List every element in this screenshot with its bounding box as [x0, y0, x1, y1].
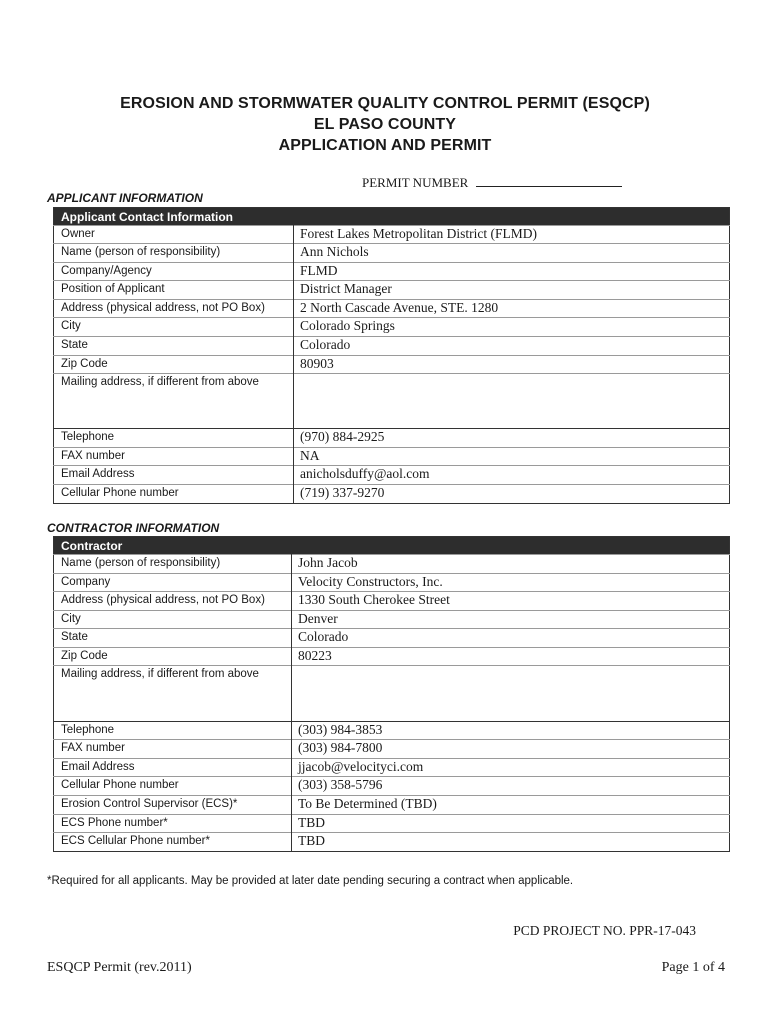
contractor-zip-label: Zip Code: [54, 648, 292, 666]
applicant-fax-label: FAX number: [54, 448, 294, 466]
permit-number-blank[interactable]: [476, 174, 622, 187]
applicant-table-header: Applicant Contact Information: [54, 208, 730, 226]
contractor-state-label: State: [54, 629, 292, 648]
contractor-mailing-label: Mailing address, if different from above: [54, 666, 292, 722]
ecs-cell-value[interactable]: TBD: [292, 833, 730, 852]
ecs-cell-label: ECS Cellular Phone number*: [54, 833, 292, 852]
contractor-company-label: Company: [54, 574, 292, 592]
position-value[interactable]: District Manager: [294, 281, 730, 300]
contractor-address-label: Address (physical address, not PO Box): [54, 592, 292, 611]
applicant-email-label: Email Address: [54, 466, 294, 485]
contractor-address-value[interactable]: 1330 South Cherokee Street: [292, 592, 730, 611]
applicant-mailing-value[interactable]: [294, 374, 730, 429]
applicant-contact-table: [53, 207, 730, 504]
owner-value[interactable]: Forest Lakes Metropolitan District (FLMD): [294, 226, 730, 244]
ecs-label: Erosion Control Supervisor (ECS)*: [54, 796, 292, 815]
applicant-email-value[interactable]: anicholsduffy@aol.com: [294, 466, 730, 485]
applicant-fax-value[interactable]: NA: [294, 448, 730, 466]
applicant-telephone-label: Telephone: [54, 429, 294, 448]
contractor-email-label: Email Address: [54, 759, 292, 777]
document-subtitle-application: APPLICATION AND PERMIT: [278, 137, 492, 154]
position-label: Position of Applicant: [54, 281, 294, 300]
contractor-mailing-value[interactable]: [292, 666, 730, 722]
contractor-cell-label: Cellular Phone number: [54, 777, 292, 796]
contractor-fax-label: FAX number: [54, 740, 292, 759]
company-agency-label: Company/Agency: [54, 263, 294, 281]
applicant-zip-label: Zip Code: [54, 356, 294, 374]
applicant-city-value[interactable]: Colorado Springs: [294, 318, 730, 337]
contractor-email-value[interactable]: jjacob@velocityci.com: [292, 759, 730, 777]
pcd-project-number: PCD PROJECT NO. PPR-17-043: [513, 923, 696, 938]
contractor-telephone-label: Telephone: [54, 722, 292, 740]
contractor-telephone-value[interactable]: (303) 984-3853: [292, 722, 730, 740]
applicant-address-label: Address (physical address, not PO Box): [54, 300, 294, 318]
contractor-fax-value[interactable]: (303) 984-7800: [292, 740, 730, 759]
ecs-value[interactable]: To Be Determined (TBD): [292, 796, 730, 815]
applicant-name-value[interactable]: Ann Nichols: [294, 244, 730, 263]
permit-number-field: [362, 174, 622, 191]
applicant-telephone-value[interactable]: (970) 884-2925: [294, 429, 730, 448]
applicant-zip-value[interactable]: 80903: [294, 356, 730, 374]
applicant-name-label: Name (person of responsibility): [54, 244, 294, 263]
contractor-state-value[interactable]: Colorado: [292, 629, 730, 648]
required-footnote: *Required for all applicants. May be provided at later date pending securing a contract when applicable.: [47, 875, 574, 887]
contractor-table-header: Contractor: [54, 537, 730, 555]
permit-number-label: PERMIT NUMBER: [362, 175, 469, 190]
contractor-name-value[interactable]: John Jacob: [292, 555, 730, 574]
contractor-name-label: Name (person of responsibility): [54, 555, 292, 574]
applicant-section-title: APPLICANT INFORMATION: [47, 191, 203, 205]
contractor-table: [53, 536, 730, 852]
applicant-cell-label: Cellular Phone number: [54, 485, 294, 504]
contractor-zip-value[interactable]: 80223: [292, 648, 730, 666]
applicant-state-value[interactable]: Colorado: [294, 337, 730, 356]
contractor-company-value[interactable]: Velocity Constructors, Inc.: [292, 574, 730, 592]
applicant-mailing-label: Mailing address, if different from above: [54, 374, 294, 429]
owner-label: Owner: [54, 226, 294, 244]
contractor-city-value[interactable]: Denver: [292, 611, 730, 629]
applicant-cell-value[interactable]: (719) 337-9270: [294, 485, 730, 504]
document-title: EROSION AND STORMWATER QUALITY CONTROL PERMIT (ESQCP): [120, 95, 650, 112]
ecs-phone-value[interactable]: TBD: [292, 815, 730, 833]
applicant-city-label: City: [54, 318, 294, 337]
company-agency-value[interactable]: FLMD: [294, 263, 730, 281]
ecs-phone-label: ECS Phone number*: [54, 815, 292, 833]
document-subtitle-county: EL PASO COUNTY: [313, 116, 457, 133]
contractor-cell-value[interactable]: (303) 358-5796: [292, 777, 730, 796]
footer-form-revision: ESQCP Permit (rev.2011): [47, 960, 192, 975]
contractor-city-label: City: [54, 611, 292, 629]
footer-page-number: Page 1 of 4: [661, 960, 725, 975]
applicant-address-value[interactable]: 2 North Cascade Avenue, STE. 1280: [294, 300, 730, 318]
contractor-section-title: CONTRACTOR INFORMATION: [47, 521, 220, 535]
applicant-state-label: State: [54, 337, 294, 356]
